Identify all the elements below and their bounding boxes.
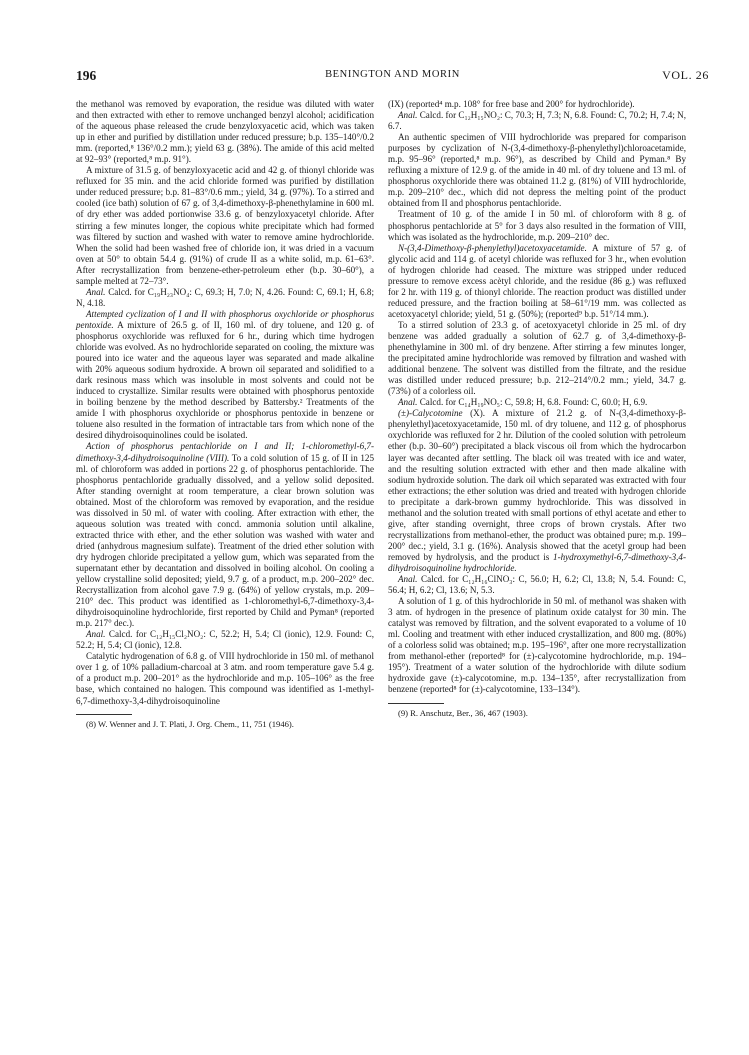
- section-title: N-(3,4-Dimethoxy-β-phenylethyl)acetoxyacetamide.: [398, 242, 587, 253]
- section-title: Attempted cyclization of I and II with phosphorus oxychloride or phosphorus pentoxide.: [76, 308, 374, 330]
- volume-label: VOL. 26: [662, 68, 709, 82]
- section-title: (±)-Calycotomine: [398, 408, 463, 419]
- footnote-rule: [76, 714, 132, 715]
- footnote: (9) R. Anschutz, Ber., 36, 467 (1903).: [398, 707, 528, 718]
- section-text: (X). A mixture of 21.2 g. of N-(3,4-dimethoxy-β-phenylethyl)acetoxyacetamide, 150 ml. of dry toluene, and 112 g. of phosphorus oxychloride was refluxed for 2 hr. Dilution of the cooled solution with petroleum ether (b.p. 30–60°) precipitated a black viscous oil from which the hydrocarbon layer was decanted after settling. The black oil was treated with ice and water, and the resulting solution extracted with ether and then made alkaline with sodium hydroxide solution. The dark oil which separated was extracted with four ether extractions; the ether solution was dried and treated with hydrogen chloride to precipitate a dark-brown gummy hydrochloride. This was dissolved in methanol and the solution treated with small portions of ethyl acetate and ether to give, after standing overnight, three crops of brown crystals. After two recrystallizations from methanol-ether, the product was obtained pure; m.p. 199–200° dec.; yield, 3.1 g. (16%). Analysis showed that the acetyl group had been removed by hydrolysis, and the product is: [388, 408, 686, 562]
- analysis-paragraph: [76, 287, 374, 309]
- analysis-label: Anal.: [398, 574, 418, 585]
- analysis-text: Calcd. for C₁₂H₁₅Cl₂NO₂: C, 52.2; H, 5.4; Cl (ionic), 12.9. Found: C, 52.2; H, 5.4; Cl (ionic), 12.8.: [76, 629, 374, 651]
- analysis-paragraph: [76, 629, 374, 651]
- analysis-text: Calcd. for C₁₄H₁₉NO₅: C, 59.8; H, 6.8. Found: C, 60.0; H, 6.9.: [417, 397, 648, 408]
- page-number: 196: [76, 68, 97, 83]
- paragraph: Treatment of 10 g. of the amide I in 50 ml. of chloroform with 8 g. of phosphorus pentachloride at 5° for 3 days also resulted in the formation of VIII, which was isolated as the hydrochloride, m.p. 209–210° dec.: [388, 209, 686, 242]
- footnote-rule: [388, 703, 444, 704]
- section-paragraph: [76, 309, 374, 442]
- analysis-text: Calcd. for C₁₂H₁₅NO₂: C, 70.3; H, 7.3; N, 6.8. Found: C, 70.2; H, 7.4; N, 6.7.: [388, 110, 686, 132]
- analysis-text: Calcd. for C₁₂H₁₆ClNO₃: C, 56.0; H, 6.2; Cl, 13.8; N, 5.4. Found: C, 56.4; H, 6.2; Cl, 13.6; N, 5.3.: [388, 574, 686, 596]
- running-title-authors: BENINGTON AND MORIN: [325, 69, 460, 80]
- analysis-paragraph: [388, 397, 686, 408]
- analysis-text: Calcd. for C₁₉H₂₃NO₄: C, 69.3; H, 7.0; N, 4.26. Found: C, 69.1; H, 6.8; N, 4.18.: [76, 286, 374, 308]
- analysis-label: Anal.: [86, 629, 106, 640]
- paragraph: A solution of 1 g. of this hydrochloride in 50 ml. of methanol was shaken with 3 atm. of hydrogen in the presence of platinum oxide catalyst for 30 min. The catalyst was removed by filtration, and the solvent evaporated to a volume of 10 ml. Cooling and treatment with ether induced crystallization, and 800 mg. (80%) of a colorless solid was obtained; m.p. 195–196°, after one more recrystallization from methanol-ether (reported⁸ for (±)-calycotomine hydrochloride, m.p. 194–195°). Treatment of a water solution of the hydrochloride with dilute sodium hydroxide gave (±)-calycotomine, m.p. 134–135°, after recrystallization from benzene (reported⁸ for (±)-calycotomine, 133–134°).: [388, 596, 686, 695]
- analysis-label: Anal.: [398, 397, 418, 408]
- analysis-paragraph: [388, 574, 686, 596]
- running-header: [76, 68, 709, 86]
- paragraph: A mixture of 31.5 g. of benzyloxyacetic acid and 42 g. of thionyl chloride was refluxed for 35 min. and the acid chloride formed was purified by distillation under reduced pressure; b.p. 81–83°/0.6 mm.; yield, 34 g. (97%). To a stirred and cooled (ice bath) solution of 67 g. of 3,4-dimethoxy-β-phenethylamine in 600 ml. of dry ether was added portionwise 33.6 g. of benzyloxyacetyl chloride. After stirring a few minutes longer, the copious white precipitate which had formed was filtered by suction and washed with water to remove amine hydrochloride. When the solid had been washed free of chloride ion, it was dried in a vacuum oven at 50° to obtain 54.4 g. (91%) of crude II as a white solid, m.p. 61–63°. After recrystallization from benzene-ether-petroleum ether (b.p. 30–60°), a sample melted at 72–73°.: [76, 165, 374, 286]
- section-text: A mixture of 26.5 g. of II, 160 ml. of dry toluene, and 120 g. of phosphorus oxychloride was refluxed for 6 hr., during which time hydrogen chloride was evolved. As no hydrochloride separated on cooling, the mixture was poured into ice water and the aqueous layer was separated and made alkaline with 20% aqueous sodium hydroxide. A brown oil separated and solidified to a dark resinous mass which was insoluble in most solvents and could not be induced to crystallize. Similar results were obtained with phosphorus pentoxide in boiling benzene by the method described by Battersby.² Treatments of the amide I with phosphorus oxychloride or phosphorus pentoxide in benzene or toluene also resulted in the formation of intractable tars from which none of the desired dihydroisoquinolines could be isolated.: [76, 319, 374, 441]
- analysis-label: Anal.: [86, 286, 106, 297]
- section-paragraph: [76, 441, 374, 629]
- analysis-label: Anal.: [398, 110, 418, 121]
- compound-name: 1-hydroxymethyl-6,7-dimethoxy-3,4-dihydroisoquinoline hydrochloride.: [388, 551, 686, 573]
- section-title: Action of phosphorus pentachloride on I and II; 1-chloromethyl-6,7-dimethoxy-3,4-dihydroisoquinoline (VIII).: [76, 441, 374, 463]
- paragraph: the methanol was removed by evaporation, the residue was diluted with water and then extracted with ether to remove unchanged benzyl alcohol; acidification of the aqueous phase released the crude benzyloxyacetic acid, which was taken up in ether and purified by distillation under reduced pressure; b.p. 135–140°/0.2 mm. (reported,⁸ 136°/0.2 mm.); yield 63 g. (38%). The amide of this acid melted at 92–93° (reported,⁸ m.p. 91°).: [76, 99, 374, 165]
- paragraph: Catalytic hydrogenation of 6.8 g. of VIII hydrochloride in 150 ml. of methanol over 1 g. of 10% palladium-charcoal at 3 atm. and room temperature gave 5.4 g. of a product m.p. 200–201° as the hydrochloride and m.p. 105–106° as the free base, which contained no halogen. This compound was identified as 1-methyl-6,7-dimethoxy-3,4-dihydroisoquinoline: [76, 651, 374, 706]
- paragraph: To a stirred solution of 23.3 g. of acetoxyacetyl chloride in 25 ml. of dry benzene was added gradually a solution of 62.7 g. of 3,4-dimethoxy-β-phenethylamine in 300 ml. of dry benzene. After stirring a few minutes longer, the precipitated amine hydrochloride was removed by filtration and washed with additional benzene. The solvent was distilled from the filtrate, and the residue was distilled under reduced pressure; b.p. 212–214°/0.2 mm.; yield, 34.7 g. (73%) of a colorless oil.: [388, 319, 686, 397]
- footnote: (8) W. Wenner and J. T. Plati, J. Org. Chem., 11, 751 (1946).: [86, 718, 294, 729]
- section-text: To a cold solution of 15 g. of II in 125 ml. of chloroform was added in portions 22 g. of phosphorus pentachloride. The phosphorus pentachloride gradually dissolved, and a yellow solid deposited. After standing overnight at room temperature, a clear brown solution was obtained. Most of the chloroform was removed by evaporation, and the residue was dissolved in 50 ml. of water with cooling. After extraction with ether, the aqueous solution was treated with concd. ammonia solution until alkaline, extracted thrice with ether, and the ether solution was washed with water and dried (anhydrous magnesium sulfate). Treatment of the dried ether solution with dry hydrogen chloride precipitated a yellow gum, which was separated from the supernatant ether by decantation and dissolved in boiling alcohol. On cooling a yellow crystalline solid deposited; yield, 9.7 g. of a product, m.p. 200–202° dec. Recrystallization from alcohol gave 7.9 g. (64%) of yellow crystals, m.p. 209–210° dec. This product was identified as 1-chloromethyl-6,7-dimethoxy-3,4-dihydroisoquinoline hydrochloride, first reported by Child and Pyman⁸ (reported m.p. 217° dec.).: [76, 452, 374, 629]
- section-paragraph: [388, 243, 686, 320]
- section-text: A mixture of 57 g. of glycolic acid and 114 g. of acetyl chloride was refluxed for 3 hr., when evolution of hydrogen chloride had ceased. The mixture was stripped under reduced pressure to remove excess acètyl chloride, and the residue (86 g.) was refluxed for 2 hr. with 119 g. of thionyl chloride. The reaction product was distilled under reduced pressure, and the fraction boiling at 58–61°/19 mm. was collected as acetoxyacetyl chloride; yield, 51 g. (50%); (reported⁹ b.p. 51°/14 mm.).: [388, 242, 686, 319]
- paragraph: An authentic specimen of VIII hydrochloride was prepared for comparison purposes by cyclization of N-(3,4-dimethoxy-β-phenylethyl)chloroacetamide, m.p. 95–96° (reported,⁸ m.p. 96°), as described by Child and Pyman.⁸ By refluxing a mixture of 12.9 g. of the amide in 40 ml. of dry toluene and 13 ml. of phosphorus oxychloride there was obtained 11.2 g. (81%) of VIII hydrochloride, m.p. 209–210° dec., which did not depress the melting point of the product obtained from II and phosphorus pentachloride.: [388, 132, 686, 209]
- right-column: [388, 99, 686, 718]
- analysis-paragraph: [388, 110, 686, 132]
- paragraph: (IX) (reported⁴ m.p. 108° for free base and 200° for hydrochloride).: [388, 99, 635, 109]
- section-paragraph: [388, 408, 686, 574]
- left-column: [76, 99, 374, 729]
